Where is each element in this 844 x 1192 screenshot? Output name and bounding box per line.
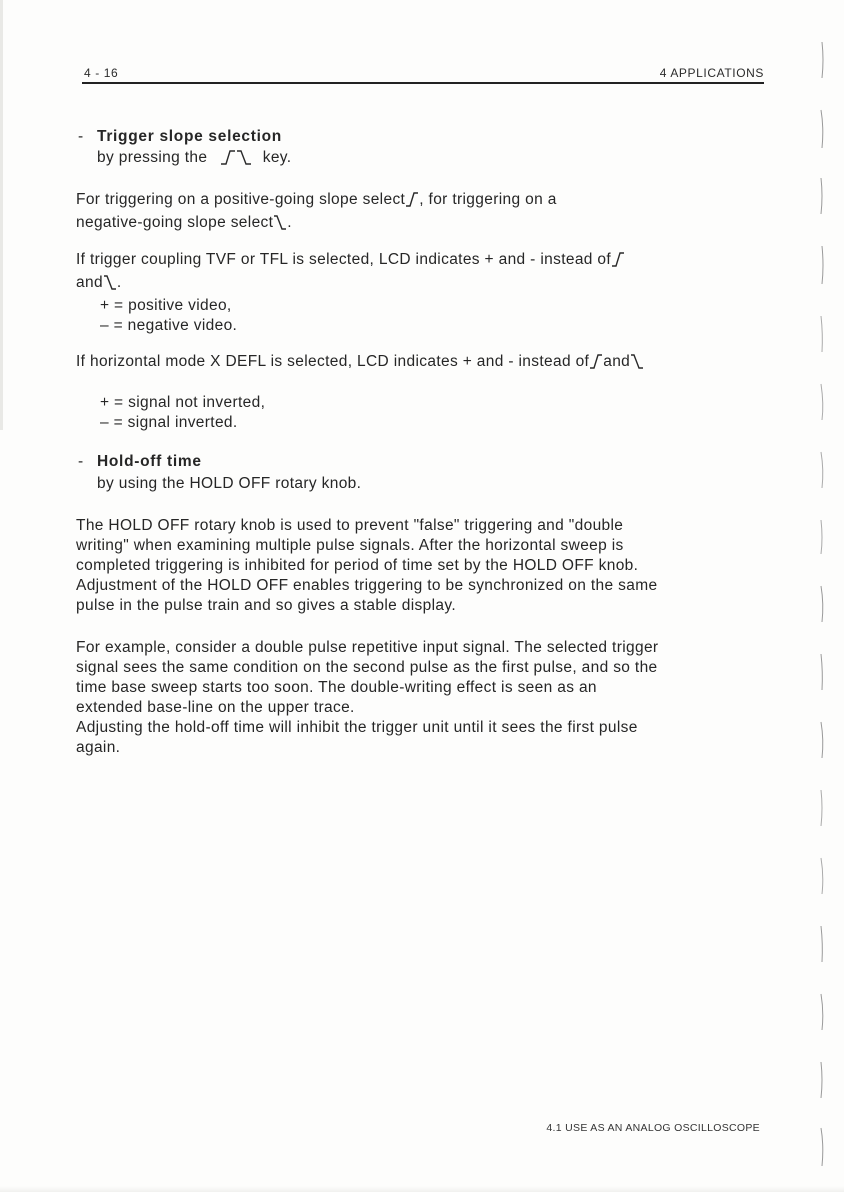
falling-slope-icon: [273, 214, 287, 236]
bullet-dash: -: [78, 128, 84, 145]
scan-bottom-shadow: [0, 1186, 844, 1192]
legend-not-inverted: + = signal not inverted,: [100, 394, 266, 411]
paragraph: If trigger coupling TVF or TFL is selected, LCD indicates + and - instead of and . + = positive video, – = negative video.: [76, 250, 766, 336]
legend-negative: – = negative video.: [100, 317, 238, 334]
section-subtitle: by using the HOLD OFF rotary knob.: [97, 475, 362, 492]
falling-slope-icon: [236, 149, 252, 171]
section-subtitle: by pressing the key.: [97, 148, 787, 171]
paragraph: For example, consider a double pulse repetitive input signal. The selected trigger signal sees the same condition on the second pulse as the first pulse, and so the time base sweep starts too soon. The double-writing effect is seen as an extended base-line on the upper trace. Adjusting the hold-off time will inhibit the trigger unit until it sees the first pulse again.: [76, 639, 659, 756]
bullet-dash: -: [78, 453, 84, 470]
binding-marks: [816, 0, 830, 1192]
falling-slope-icon: [630, 353, 644, 375]
page-footer: 4.1 USE AS AN ANALOG OSCILLOSCOPE: [546, 1122, 760, 1134]
rising-slope-icon: [611, 251, 625, 273]
paragraph: If horizontal mode X DEFL is selected, LCD indicates + and - instead of and: [76, 352, 766, 375]
section-heading: Hold-off time: [97, 453, 202, 470]
rising-slope-icon: [220, 149, 236, 171]
header-rule: [82, 82, 764, 84]
legend-positive: + = positive video,: [100, 297, 232, 314]
section-heading: Trigger slope selection: [97, 128, 282, 145]
legend-inverted: – = signal inverted.: [100, 414, 238, 431]
legend-list: [76, 393, 766, 433]
page-number: 4 - 16: [84, 66, 119, 80]
chapter-title: 4 APPLICATIONS: [659, 66, 764, 80]
falling-slope-icon: [103, 274, 117, 296]
paragraph: The HOLD OFF rotary knob is used to prevent "false" triggering and "double writing" when examining multiple pulse signals. After the horizontal sweep is completed triggering is inhibited for period of time set by the HOLD OFF knob. Adjustment of the HOLD OFF enables triggering to be synchronized on the same pulse in the pulse train and so gives a stable display.: [76, 517, 658, 614]
scan-edge-shadow: [0, 0, 3, 430]
rising-slope-icon: [405, 191, 419, 213]
paragraph: For triggering on a positive-going slope select , for triggering on a negative-going slope select .: [76, 190, 766, 236]
rising-slope-icon: [589, 353, 603, 375]
